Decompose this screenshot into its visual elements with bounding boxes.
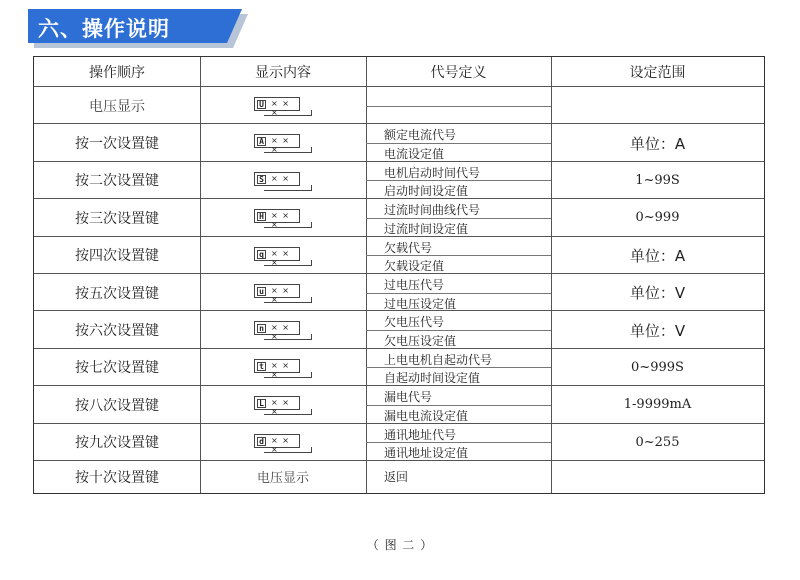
table-row	[34, 162, 764, 199]
step-label: 按二次设置键	[75, 173, 159, 190]
header-display: 显示内容	[255, 65, 311, 81]
display-bracket	[264, 372, 312, 378]
definition-code: 额定电流代号	[384, 128, 457, 143]
display-placeholder: × × ×	[271, 323, 290, 342]
table-row	[34, 311, 764, 348]
display-digit: q	[257, 250, 266, 259]
display-placeholder: × × ×	[271, 286, 290, 304]
definition-value: 漏电电流设定值	[384, 408, 469, 423]
definition-value: 通讯地址设定值	[384, 446, 469, 461]
display-placeholder: × × ×	[271, 435, 290, 454]
definition-code: 漏电代号	[384, 390, 433, 405]
definition-code: 过流时间曲线代号	[384, 203, 481, 218]
display-bracket	[264, 110, 312, 116]
display-panel-icon	[254, 321, 312, 340]
section-title: 六、操作说明	[38, 17, 170, 41]
step-label: 按八次设置键	[75, 397, 159, 414]
display-frame	[254, 97, 300, 117]
display-digit: t	[257, 362, 266, 371]
display-panel-icon	[254, 97, 312, 116]
display-bracket	[264, 147, 312, 153]
setting-range: 0~255	[635, 434, 680, 450]
table-row	[34, 274, 764, 311]
display-panel-icon	[254, 359, 312, 378]
display-bracket	[264, 260, 312, 266]
display-digit: U	[257, 100, 266, 109]
display-placeholder: × × ×	[271, 136, 290, 155]
definition-code: 电机启动时间代号	[384, 165, 481, 180]
display-bracket	[264, 297, 312, 303]
header-definition: 代号定义	[430, 65, 487, 81]
setting-range: 单位：A	[629, 246, 686, 265]
setting-range: 单位：A	[629, 134, 686, 153]
setting-range: 1~99S	[635, 172, 680, 188]
setting-range: 0~999	[635, 210, 680, 226]
step-label: 按一次设置键	[75, 136, 159, 153]
display-digit: n	[257, 324, 266, 333]
display-placeholder: × × ×	[271, 99, 290, 117]
display-bracket	[264, 222, 312, 228]
table-row	[34, 424, 764, 461]
step-label: 按七次设置键	[75, 360, 159, 377]
setting-range	[551, 87, 764, 124]
setting-range: 单位：V	[629, 284, 686, 303]
display-placeholder: × × ×	[271, 398, 290, 417]
table-row	[34, 386, 764, 423]
display-frame	[254, 134, 300, 155]
step-label: 按六次设置键	[75, 323, 159, 340]
definition-value: 过电压设定值	[384, 296, 457, 311]
display-placeholder: × × ×	[271, 211, 290, 230]
display-frame	[254, 209, 300, 230]
display-frame	[254, 359, 300, 379]
table-row	[34, 87, 764, 124]
display-digit: d	[257, 437, 266, 446]
figure-caption: （ 图 二 ）	[366, 538, 434, 552]
definition-code: 上电电机自起动代号	[384, 352, 493, 367]
table-row	[34, 124, 764, 161]
display-placeholder: × × ×	[271, 248, 290, 267]
definition-code: 欠电压代号	[384, 315, 445, 330]
step-label: 按三次设置键	[75, 210, 159, 227]
step-label: 按五次设置键	[75, 285, 159, 302]
definition-value: 欠电压设定值	[384, 334, 457, 349]
display-digit: u	[257, 287, 266, 296]
display-panel-icon	[254, 247, 312, 266]
display-frame	[254, 396, 300, 417]
table-row	[34, 461, 764, 492]
display-digit: H	[257, 212, 266, 221]
definition-divider	[366, 106, 551, 107]
step-label: 按九次设置键	[75, 435, 159, 452]
display-panel-icon	[254, 172, 312, 191]
definition-code: 返回	[384, 469, 409, 484]
display-panel-icon	[254, 134, 312, 153]
display-frame	[254, 247, 300, 267]
definition-value: 电流设定值	[384, 147, 445, 162]
display-placeholder: × × ×	[271, 360, 290, 379]
setting-range: 0~999S	[631, 359, 684, 375]
table-row	[34, 349, 764, 386]
step-label: 按四次设置键	[75, 248, 159, 265]
definition-code: 欠载代号	[384, 240, 433, 255]
display-bracket	[264, 447, 312, 453]
operation-table	[33, 56, 765, 494]
display-bracket	[264, 334, 312, 340]
display-digit: L	[257, 399, 266, 408]
display-text: 电压显示	[256, 471, 309, 486]
setting-range: 1-9999mA	[623, 397, 692, 413]
header-step: 操作顺序	[89, 65, 145, 81]
definition-code: 通讯地址代号	[384, 427, 457, 442]
table-row	[34, 199, 764, 236]
section-title-banner	[28, 9, 242, 43]
definition-value: 自起动时间设定值	[384, 371, 481, 386]
display-digit: S	[257, 175, 266, 184]
display-digit: A	[257, 137, 266, 146]
display-frame	[254, 172, 300, 186]
display-bracket	[264, 185, 312, 191]
step-label: 电压显示	[89, 98, 145, 115]
setting-range: 单位：V	[629, 321, 686, 340]
table-header	[34, 57, 764, 87]
display-panel-icon	[254, 284, 312, 303]
display-panel-icon	[254, 396, 312, 415]
display-panel-icon	[254, 209, 312, 228]
display-frame	[254, 434, 300, 454]
display-frame	[254, 321, 300, 342]
display-frame	[254, 284, 300, 304]
definition-value: 过流时间设定值	[384, 221, 469, 236]
definition-value: 启动时间设定值	[384, 184, 469, 199]
definition-value: 欠载设定值	[384, 259, 445, 274]
display-bracket	[264, 409, 312, 415]
display-placeholder: × ×	[271, 173, 290, 183]
display-panel-icon	[254, 434, 312, 453]
header-range: 设定范围	[629, 65, 686, 81]
step-label: 按十次设置键	[75, 469, 159, 486]
table-row	[34, 237, 764, 274]
definition-code: 过电压代号	[384, 278, 445, 292]
